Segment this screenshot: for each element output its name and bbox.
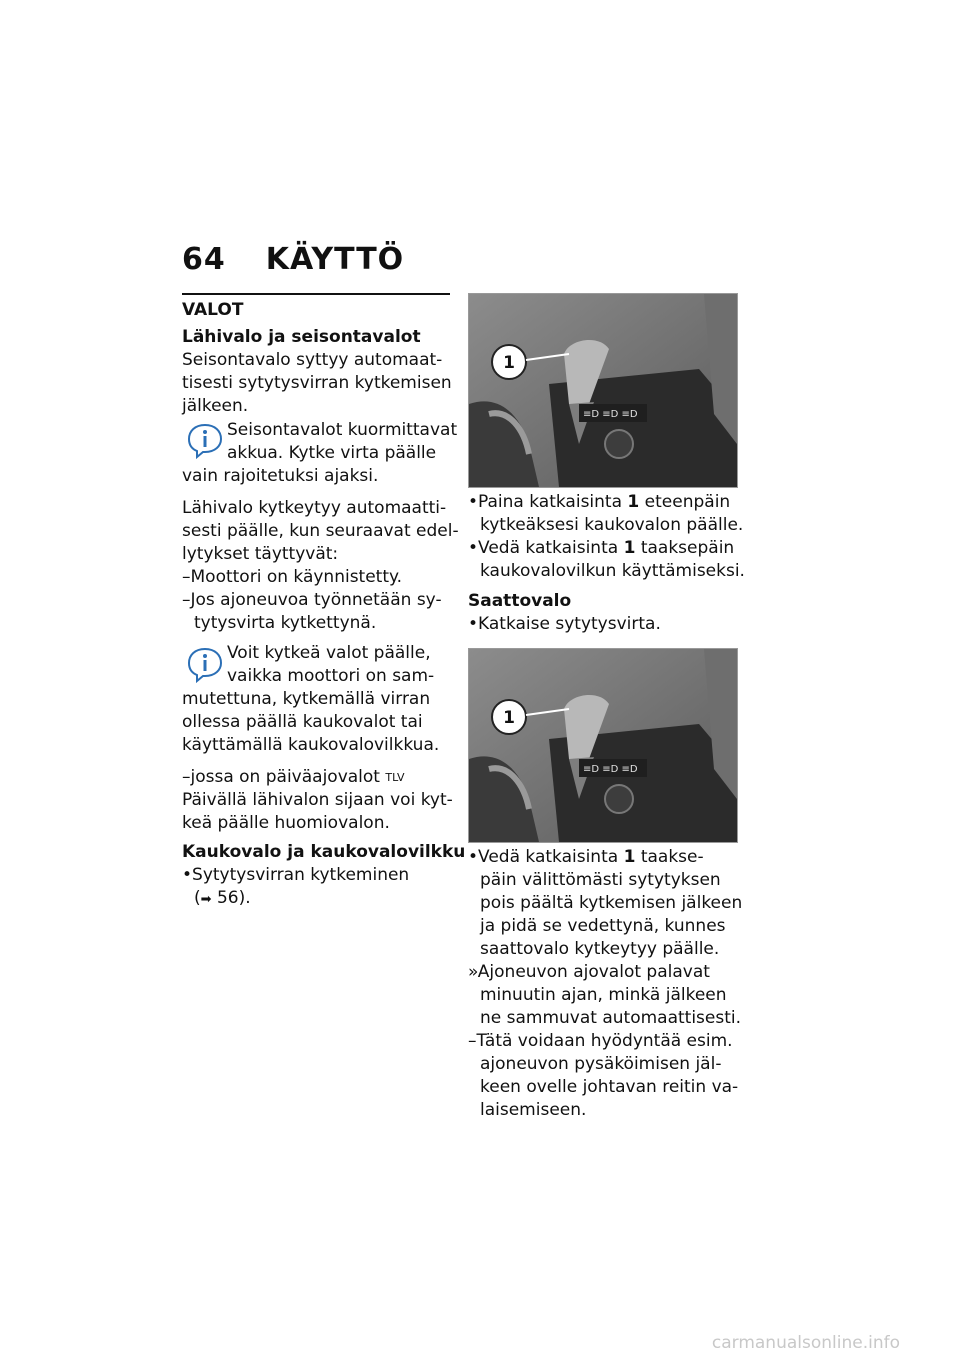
svg-text:≡D ≡D ≡D: ≡D ≡D ≡D [583,764,638,775]
result-usage-note: –Tätä voidaan hyödyntää esim. [468,1031,733,1051]
condition-engine-started: –Moottori on käynnistetty. [182,567,403,587]
svg-text:≡D ≡D ≡D: ≡D ≡D ≡D [583,409,638,420]
section-title: VALOT [182,300,244,320]
handlebar-switch-figure [468,293,738,488]
subsection-title-low-beam: Lähivalo ja seisontavalot [182,327,421,347]
bullet-headlight-flasher: •Vedä katkaisinta 1 taaksepäin [468,538,735,558]
callout-label-2: 1 [503,708,515,728]
page-number: 64 [182,242,226,277]
paragraph-low-beam-conditions: Lähivalo kytkeytyy automaatti- sesti päälle, kun seuraavat edel- lytykset täyttyvät: –Moottori on käynnistetty. –Jos ajoneuvoa työnnetään sy- tytysvirta kytkettynä. [182,498,459,633]
tlv-superscript: TLV [385,771,405,784]
page-header [182,242,404,277]
result-headlights-on: »Ajoneuvon ajovalot palavat [468,962,710,982]
bullet-ignition-on: •Sytytysvirran kytkeminen (➡ 56). [182,865,410,908]
bullet-pull-switch: •Vedä katkaisinta 1 taakse- [468,847,704,867]
bullet-high-beam: •Paina katkaisinta 1 eteenpäin [468,492,731,512]
subsection-title-high-beam: Kaukovalo ja kaukovalovilkku [182,842,466,862]
callout-label: 1 [503,353,515,373]
high-beam-instructions: •Paina katkaisinta 1 eteenpäin kytkeäksesi kaukovalon päälle. •Vedä katkaisinta 1 taaksepäin kaukovalovilkun käyttämiseksi. [468,491,748,583]
watermark: carmanualsonline.info [711,1333,900,1353]
page-reference[interactable]: 56). [216,888,251,908]
condition-pushed: –Jos ajoneuvoa työnnetään sy- [182,590,442,610]
section-rule [182,293,450,295]
paragraph-parking-light: Seisontavalo syttyy automaat- tisesti sytytysvirran kytkemisen jälkeen. [182,350,452,416]
handlebar-switch-figure-2 [468,648,738,843]
tlv-condition: –jossa on päiväajovalot $^{TLV}$ [182,767,405,787]
bullet-ignition-off: •Katkaise sytytysvirta. [468,614,661,634]
chapter-title: KÄYTTÖ [265,242,405,277]
note-lights-engine-off: Voit kytkeä valot päälle, vaikka moottori on sam- mutettuna, kytkemällä virran ollessa päällä kaukovalot tai käyttämällä kaukovalovilkkua. [182,643,440,755]
pathway-light-instructions: •Vedä katkaisinta 1 taakse- päin välittömästi sytytyksen pois päältä kytkemisen jälkeen ja pidä se vedettynä, kunnes saattovalo kytkeytyy päälle. »Ajoneuvon ajovalot palavat minuutin ajan, minkä jälkeen ne sammuvat automaattisesti. –Tätä voidaan hyödyntää esim. ajoneuvon pysäköimisen jäl- keen ovelle johtavan reitin va- laisemiseen. [468,846,748,1122]
paragraph-daytime-lights: –jossa on päiväajovalot $^{TLV}$ Päivällä lähivalon sijaan voi kyt- keä päälle huomiovalon. [182,767,453,833]
note-parking-lights: Seisontavalot kuormittavat akkua. Kytke virta päälle vain rajoitetuksi ajaksi. [182,420,458,486]
page-ref-arrow-icon: ➡ [200,892,212,907]
subsection-title-pathway-light: Saattovalo [468,591,572,611]
